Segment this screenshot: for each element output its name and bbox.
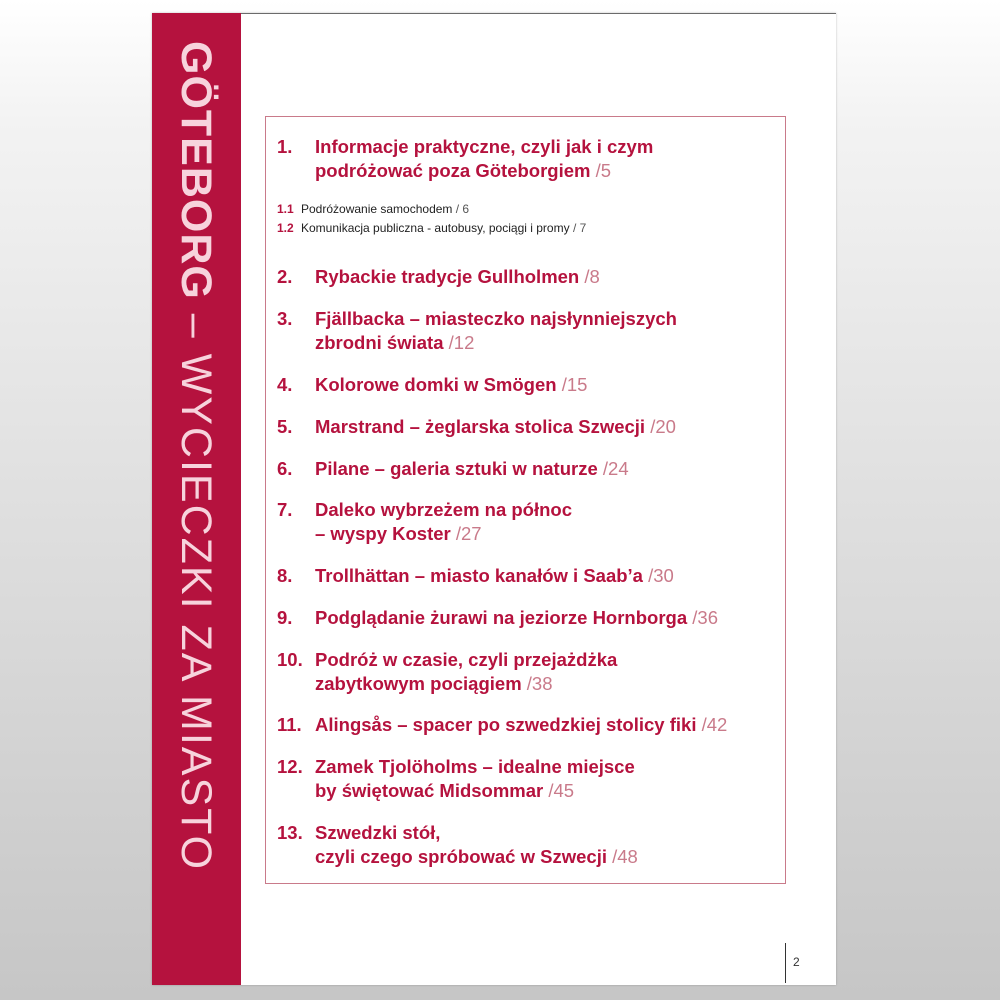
toc-entry-title bbox=[315, 648, 780, 696]
toc-entry-title bbox=[315, 307, 780, 355]
toc-entry-page: /30 bbox=[648, 565, 674, 586]
page-number: 2 bbox=[793, 955, 800, 969]
spine-band bbox=[152, 13, 241, 985]
toc-entry-line2: zabytkowym pociągiem bbox=[315, 673, 522, 694]
toc-entry-number: 4. bbox=[277, 374, 293, 395]
toc-entry-page: /27 bbox=[455, 523, 482, 544]
toc-entry-line1: Pilane – galeria sztuki w naturze bbox=[315, 458, 598, 479]
toc-subentry-title bbox=[301, 220, 586, 236]
toc-entry-line1: Kolorowe domki w Smögen bbox=[315, 374, 557, 395]
toc-subentry-text: Komunikacja publiczna - autobusy, pociągi i promy bbox=[301, 221, 570, 235]
toc-entry-number: 9. bbox=[277, 607, 293, 628]
toc-entry-page: /20 bbox=[650, 416, 676, 437]
toc-entry-line2: – wyspy Koster bbox=[315, 523, 451, 544]
spine-title-bold: GÖTEBORG bbox=[172, 41, 220, 300]
toc-entry-number: 7. bbox=[277, 499, 293, 520]
toc-entry-number: 2. bbox=[277, 266, 293, 287]
toc-entry-title bbox=[315, 755, 780, 803]
toc-entry-title bbox=[315, 498, 780, 546]
toc-subentry-title bbox=[301, 201, 469, 217]
toc-entry-page: /36 bbox=[692, 607, 718, 628]
toc-entry-page: /5 bbox=[595, 160, 612, 181]
toc-entry-line1: Zamek Tjolöholms – idealne miejsce bbox=[315, 756, 635, 777]
toc-entry-line2: by świętować Midsommar bbox=[315, 780, 544, 801]
toc-entry-page: /38 bbox=[526, 673, 553, 694]
toc-entry-title bbox=[315, 265, 780, 289]
toc-entry-line1: Daleko wybrzeżem na północ bbox=[315, 499, 573, 520]
toc-entry-title bbox=[315, 373, 780, 397]
toc-entry-title bbox=[315, 821, 780, 869]
toc-entry-line2: podróżować poza Göteborgiem bbox=[315, 160, 591, 181]
toc-entry-page: /8 bbox=[584, 266, 600, 287]
toc-entry-page: /24 bbox=[602, 458, 629, 479]
toc-subentry-page: / 7 bbox=[572, 221, 587, 235]
toc-entry-title bbox=[315, 713, 780, 737]
toc-entry-page: /42 bbox=[701, 714, 728, 735]
toc-entry-number: 12. bbox=[277, 756, 303, 777]
toc-subentry-text: Podróżowanie samochodem bbox=[301, 202, 453, 216]
toc-entry-line1: Podróż w czasie, czyli przejażdżka bbox=[315, 649, 618, 670]
spine-title-rest: – WYCIECZKI ZA MIASTO bbox=[172, 299, 220, 872]
toc-subentry-number: 1.2 bbox=[277, 221, 294, 235]
toc-entry-title bbox=[315, 457, 780, 481]
toc-entry-number: 13. bbox=[277, 822, 303, 843]
toc-entry-line1: Trollhättan – miasto kanałów i Saab’a bbox=[315, 565, 643, 586]
toc-entry-number: 10. bbox=[277, 649, 303, 670]
toc-entry-title bbox=[315, 564, 780, 588]
toc-subentry-page: / 6 bbox=[455, 202, 470, 216]
toc-entry-page: /15 bbox=[561, 374, 588, 395]
toc-entry-number: 8. bbox=[277, 565, 293, 586]
toc-entry-line1: Fjällbacka – miasteczko najsłynniejszych bbox=[315, 308, 677, 329]
toc-entry-line1: Marstrand – żeglarska stolica Szwecji bbox=[315, 416, 646, 437]
toc-entry-line1: Szwedzki stół, bbox=[315, 822, 441, 843]
toc-entry-title bbox=[315, 415, 780, 439]
spine-title bbox=[171, 41, 221, 871]
toc-entry-number: 6. bbox=[277, 458, 293, 479]
toc-entry-number: 1. bbox=[277, 136, 293, 157]
toc-entry-number: 11. bbox=[277, 714, 302, 735]
toc-entry-title bbox=[315, 606, 780, 630]
toc-entry-number: 5. bbox=[277, 416, 293, 437]
toc-entry-line1: Alingsås – spacer po szwedzkiej stolicy fiki bbox=[315, 714, 697, 735]
toc-entry-page: /12 bbox=[448, 332, 475, 353]
toc-entry-line1: Rybackie tradycje Gullholmen bbox=[315, 266, 580, 287]
toc-entry-page: /45 bbox=[548, 780, 575, 801]
footer-rule bbox=[785, 943, 786, 983]
top-rule bbox=[152, 13, 836, 14]
toc-entry-line2: czyli czego spróbować w Szwecji bbox=[315, 846, 607, 867]
table-of-contents bbox=[265, 116, 786, 884]
toc-entry-title bbox=[315, 135, 780, 183]
toc-subentry-number: 1.1 bbox=[277, 202, 294, 216]
toc-entry-page: /48 bbox=[612, 846, 638, 867]
toc-entry-line2: zbrodni świata bbox=[315, 332, 444, 353]
document-page bbox=[152, 13, 836, 985]
toc-entry-line1: Podglądanie żurawi na jeziorze Hornborga bbox=[315, 607, 688, 628]
toc-entry-number: 3. bbox=[277, 308, 293, 329]
toc-entry-line1: Informacje praktyczne, czyli jak i czym bbox=[315, 136, 654, 157]
